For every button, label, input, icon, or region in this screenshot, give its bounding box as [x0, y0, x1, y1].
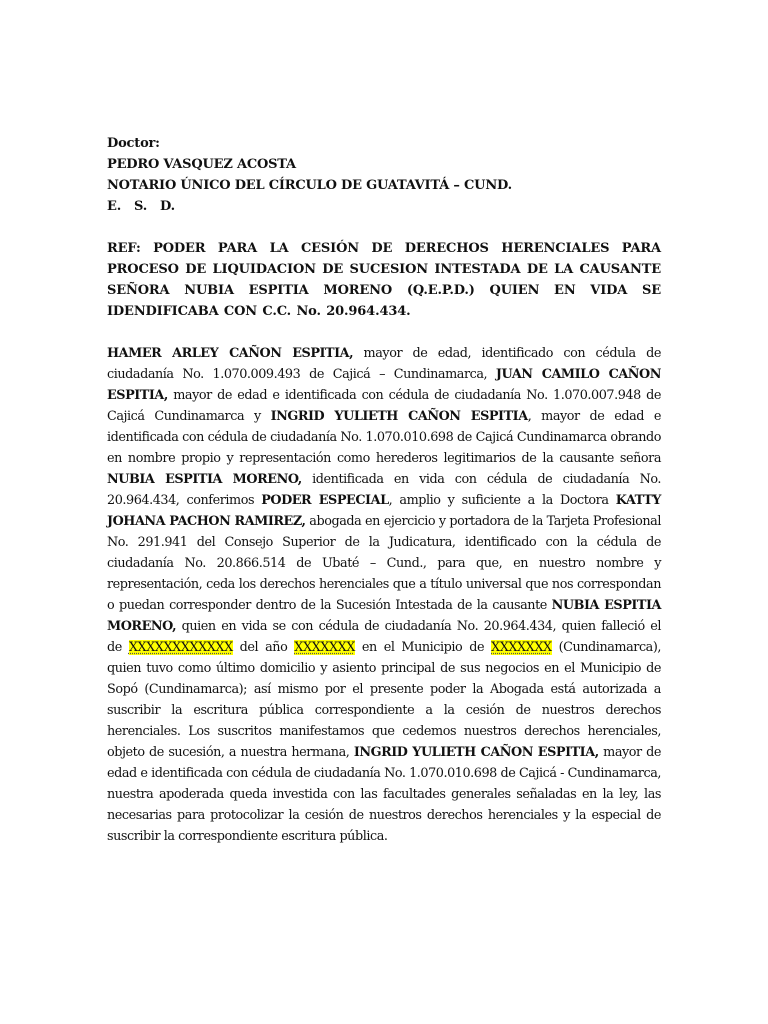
decedent-name-2: NUBIA ESPITIA MORENO,	[107, 598, 661, 634]
reference-line: REF: PODER PARA LA CESIÓN DE DERECHOS HERENCIALES PARA PROCESO DE LIQUIDACION DE SUCESION INTESTADA DE LA CAUSANTE SEÑORA NUBIA ESPITIA MORENO (Q.E.P.D.) QUIEN EN VIDA SE IDENDIFICABA CON C.C. No. 20.964.434.	[107, 241, 661, 319]
document-page	[107, 133, 672, 847]
body-text-segment: (Cundinamarca), quien tuvo como último domicilio y asiento principal de sus negocios en el Municipio de Sopó (Cundinamarca); así mismo por el presente poder la Abogada está autorizada a suscribir la escritura pública correspondiente a la cesión de nuestros derechos herenciales. Los suscritos manifestamos que cedemos nuestros derechos herenciales, objeto de sucesión, a nuestra hermana,	[107, 640, 662, 760]
body-text-segment: identificada en vida con cédula de ciudadanía No. 20.964.434, conferimos	[107, 472, 661, 508]
addressee-name: PEDRO VASQUEZ ACOSTA	[107, 157, 296, 172]
body-paragraph	[107, 343, 672, 847]
body-text-segment: abogada en ejercicio y portadora de la Tarjeta Profesional No. 291.941 del Consejo Superior de la Judicatura, identificado con la cédula de ciudadanía No. 20.866.514 de Ubaté – Cund., para que, en nuestro nombre y representación, ceda los derechos herenciales que a título universal que nos correspondan o puedan corresponder dentro de la Sucesión Intestada de la causante	[107, 514, 661, 613]
body-text-segment: , mayor de edad e identificada con cédula de ciudadanía No. 1.070.010.698 de Cajicá Cundinamarca obrando en nombre propio y representación como herederos legitimarios de la causante señora	[107, 409, 661, 466]
body-text-segment: mayor de edad, identificado con cédula de ciudadanía No. 1.070.009.493 de Cajicá – Cundinamarca,	[107, 346, 661, 382]
highlight-year-placeholder: XXXXXXX	[294, 640, 355, 655]
addressee-title: NOTARIO ÚNICO DEL CÍRCULO DE GUATAVITÁ – CUND.	[107, 178, 512, 193]
decedent-name: NUBIA ESPITIA MORENO,	[107, 472, 302, 487]
body-text-segment: , amplio y suficiente a la Doctora	[388, 493, 616, 508]
salutation: Doctor:	[107, 136, 160, 151]
body-text-segment: del año	[232, 640, 295, 655]
addressee-block	[107, 133, 661, 217]
body-text-segment: quien en vida se con cédula de ciudadanía No. 20.964.434, quien falleció el de	[107, 619, 672, 655]
highlight-date-placeholder: XXXXXXXXXXXX	[128, 640, 233, 655]
grantor-name-3: INGRID YULIETH CAÑON ESPITIA	[270, 409, 528, 424]
attorney-name: KATTY JOHANA PACHON RAMIREZ,	[107, 493, 661, 529]
grantor-name-1: HAMER ARLEY CAÑON ESPITIA,	[107, 346, 354, 361]
esd-line: E. S. D.	[107, 199, 175, 214]
grantor-name-2: JUAN CAMILO CAÑON ESPITIA,	[107, 367, 661, 403]
beneficiary-name: INGRID YULIETH CAÑON ESPITIA,	[353, 745, 599, 760]
body-text-segment: mayor de edad e identificada con cédula de ciudadanía No. 1.070.010.698 de Cajicá - Cundinamarca, nuestra apoderada queda investida con las facultades generales señaladas en la ley, las necesarias para protocolizar la cesión de nuestros derechos herenciales y la especial de suscribir la correspondiente escritura pública.	[107, 745, 661, 844]
poder-especial: PODER ESPECIAL	[261, 493, 389, 508]
body-text-segment: en el Municipio de	[354, 640, 492, 655]
highlight-municipality-placeholder: XXXXXXX	[491, 640, 552, 655]
body-text-segment: mayor de edad e identificada con cédula de ciudadanía No. 1.070.007.948 de Cajicá Cundinamarca y	[107, 388, 661, 424]
